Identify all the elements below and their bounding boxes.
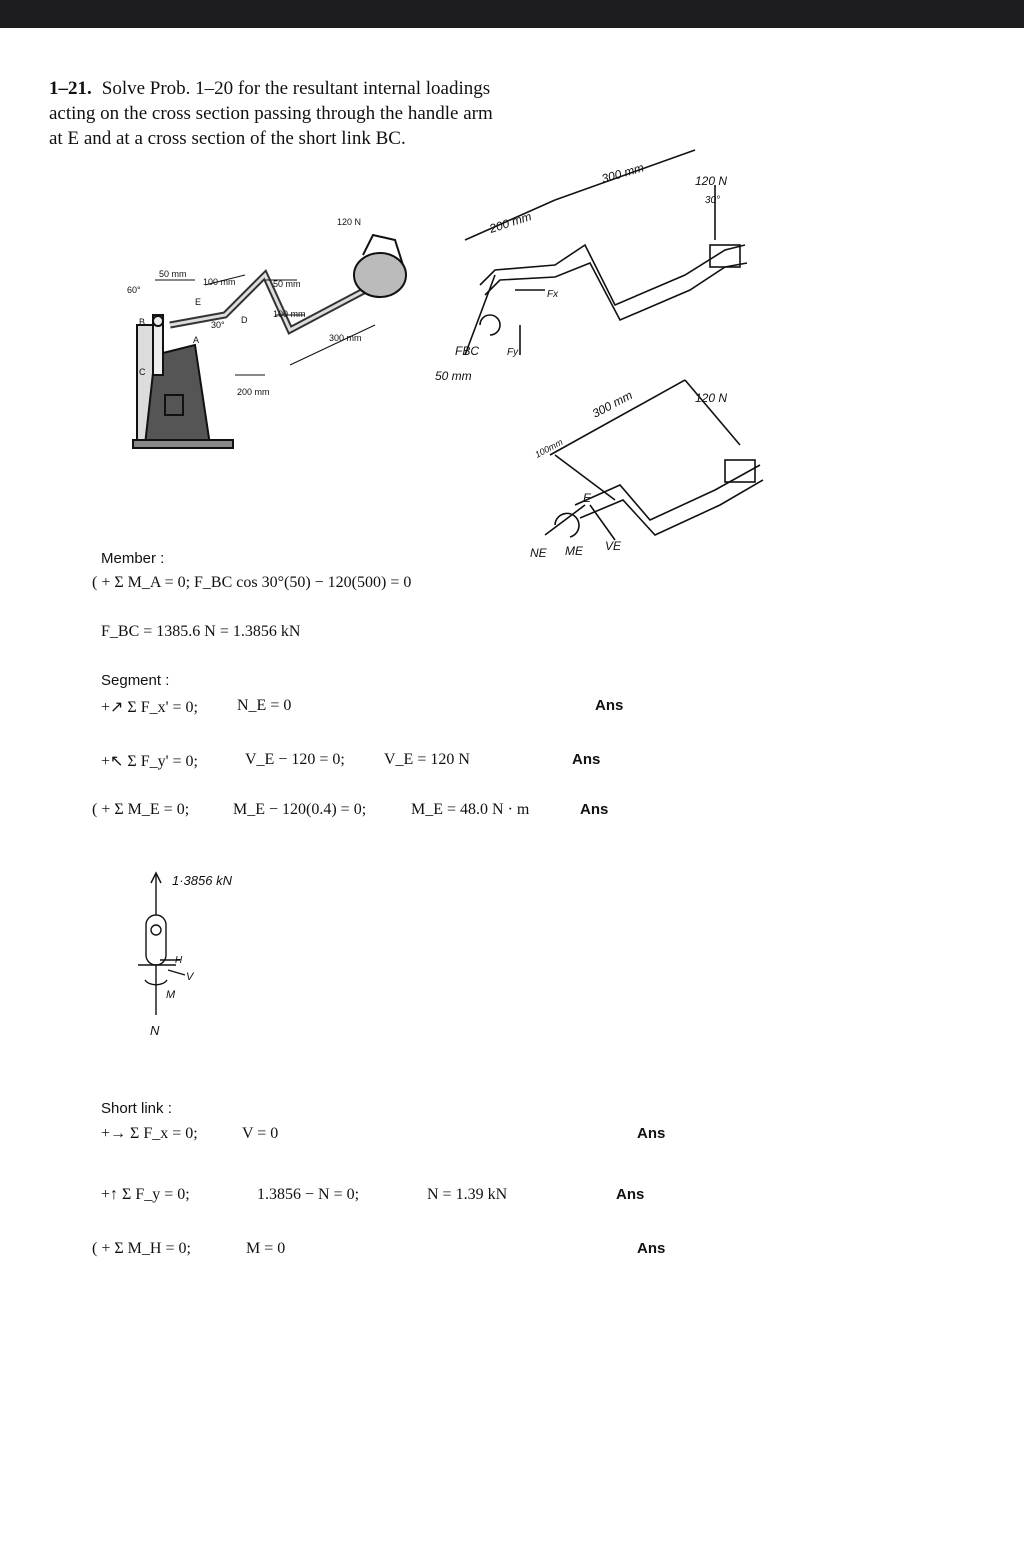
short-link-sketch bbox=[120, 865, 300, 1045]
segment-eq2-left: +↖ Σ F_y' = 0; bbox=[101, 753, 198, 770]
fbd1-30-label: 30° bbox=[705, 195, 721, 206]
fbd2-e-label: E bbox=[583, 491, 592, 505]
short-link-eq1-mid: V = 0 bbox=[242, 1125, 279, 1142]
main-100mm-label-a: 100 mm bbox=[203, 277, 236, 287]
fbd2-ve-label: VE bbox=[605, 539, 622, 553]
fbd1-200mm-label: 200 mm bbox=[487, 209, 534, 236]
short-link-eq1-ans: Ans bbox=[637, 1125, 666, 1142]
member-fbc-result: F_BC = 1385.6 N = 1.3856 kN bbox=[101, 623, 301, 640]
fbd1-300mm-label: 300 mm bbox=[599, 160, 646, 186]
short-link-eq1-left: +→ Σ F_x = 0; bbox=[101, 1125, 198, 1142]
main-30-label: 30° bbox=[211, 320, 225, 330]
fbd2-me-label: ME bbox=[565, 544, 583, 558]
main-50mm-label-a: 50 mm bbox=[159, 269, 187, 279]
fbd2-100mm-label: 100mm bbox=[533, 436, 565, 460]
main-120n-label: 120 N bbox=[337, 217, 362, 227]
main-b-label: B bbox=[139, 317, 146, 327]
link-n-label: N bbox=[150, 1023, 160, 1038]
segment-eq1-mid: N_E = 0 bbox=[237, 697, 292, 714]
main-50mm-label-b: 50 mm bbox=[273, 279, 301, 289]
segment-eq1-left: +↗ Σ F_x' = 0; bbox=[101, 699, 198, 716]
main-60-label: 60° bbox=[127, 285, 141, 295]
segment-eq3-left: ( + Σ M_E = 0; bbox=[92, 801, 190, 818]
problem-number: 1–21. bbox=[49, 78, 92, 99]
link-v-label: V bbox=[186, 971, 194, 983]
fbd2-120n-label: 120 N bbox=[695, 391, 728, 405]
short-link-eq2-ans: Ans bbox=[616, 1186, 645, 1203]
fbd1-50mm-label: 50 mm bbox=[435, 369, 472, 383]
link-m-label: M bbox=[166, 989, 176, 1001]
fbd1-fy-label: Fy bbox=[507, 347, 519, 358]
problem-text-line-3: at E and at a cross section of the short link BC. bbox=[49, 128, 406, 149]
fbd-segment-figure bbox=[525, 360, 785, 565]
segment-eq2-result: V_E = 120 N bbox=[384, 751, 470, 768]
short-link-title: Short link : bbox=[101, 1100, 172, 1117]
main-300mm-label: 300 mm bbox=[329, 333, 362, 343]
fbd1-120n-label: 120 N bbox=[695, 174, 728, 188]
link-force-label: 1·3856 kN bbox=[172, 873, 232, 888]
segment-eq2-ans: Ans bbox=[572, 751, 601, 768]
member-title: Member : bbox=[101, 550, 165, 567]
main-100mm-label-b: 100 mm bbox=[273, 309, 306, 319]
segment-eq1-ans: Ans bbox=[595, 697, 624, 714]
main-200mm-label: 200 mm bbox=[237, 387, 270, 397]
main-c-label: C bbox=[139, 367, 146, 377]
main-d-label: D bbox=[241, 315, 248, 325]
segment-eq2-mid: V_E − 120 = 0; bbox=[245, 751, 345, 768]
fbd-member-figure bbox=[425, 145, 770, 390]
segment-eq3-mid: M_E − 120(0.4) = 0; bbox=[233, 801, 367, 818]
segment-eq3-result: M_E = 48.0 N · m bbox=[411, 801, 530, 818]
problem-statement bbox=[49, 76, 609, 151]
segment-title: Segment : bbox=[101, 672, 170, 689]
problem-text-line-1: Solve Prob. 1–20 for the resultant internal loadings bbox=[101, 78, 491, 99]
main-a-label: A bbox=[193, 335, 200, 345]
fbd1-fx-label: Fx bbox=[547, 289, 559, 300]
short-link-eq2-mid: 1.3856 − N = 0; bbox=[257, 1186, 360, 1203]
short-link-eq2-result: N = 1.39 kN bbox=[427, 1186, 508, 1203]
short-link-eq3-mid: M = 0 bbox=[246, 1240, 286, 1257]
problem-text-line-2: acting on the cross section passing through the handle arm bbox=[49, 103, 493, 124]
main-e-label: E bbox=[195, 297, 202, 307]
fbd2-300mm-label: 300 mm bbox=[589, 387, 635, 421]
member-moment-equation: ( + Σ M_A = 0; F_BC cos 30°(50) − 120(500) = 0 bbox=[92, 574, 412, 591]
fbd2-ne-label: NE bbox=[530, 546, 547, 560]
short-link-eq2-left: +↑ Σ F_y = 0; bbox=[101, 1186, 190, 1203]
fbd1-fbc-label: FBC bbox=[455, 344, 479, 358]
link-h-label: H bbox=[175, 955, 183, 966]
segment-eq3-ans: Ans bbox=[580, 801, 609, 818]
top-status-bar bbox=[0, 0, 1024, 28]
short-link-eq3-left: ( + Σ M_H = 0; bbox=[92, 1240, 191, 1257]
main-figure bbox=[115, 205, 425, 465]
short-link-eq3-ans: Ans bbox=[637, 1240, 666, 1257]
